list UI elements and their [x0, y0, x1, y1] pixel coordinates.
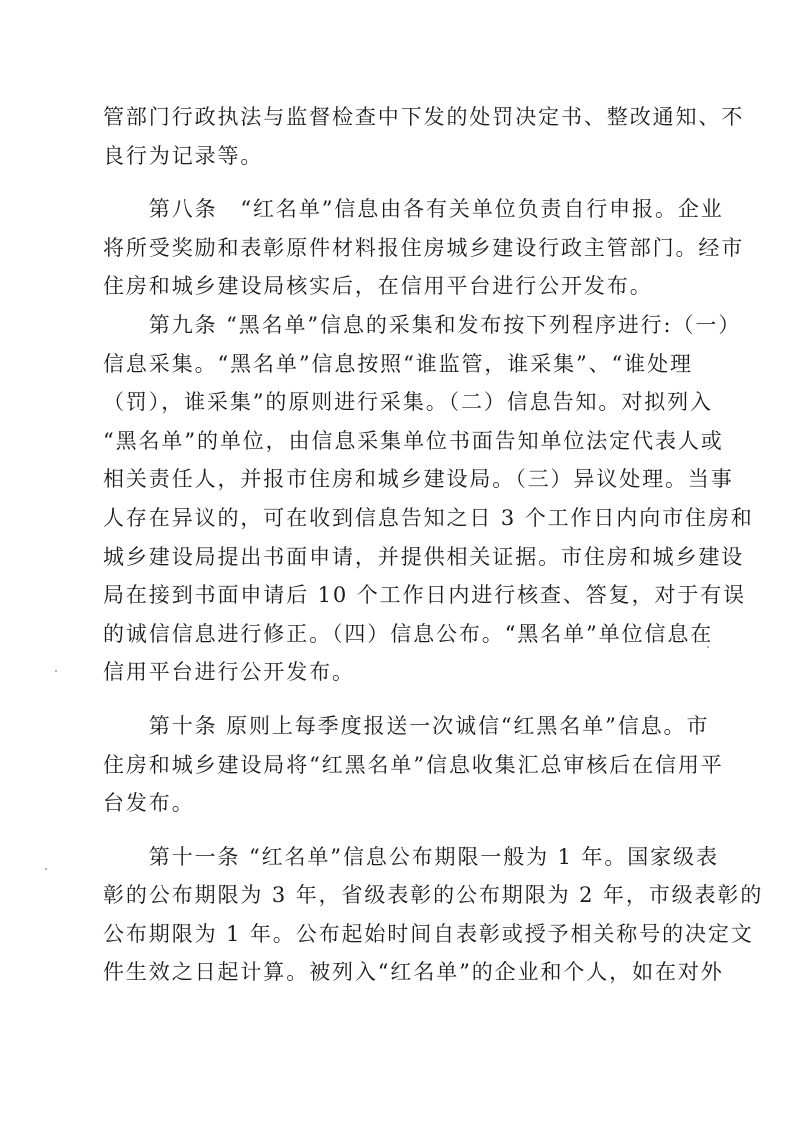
article-8-line: 第八条 “红名单”信息由各有关单位负责自行申报。企业	[103, 197, 724, 222]
text-line: 良行为记录等。	[103, 143, 264, 168]
text-line: 件生效之日起计算。被列入“红名单”的企业和个人，如在对外	[103, 960, 724, 985]
text-line: 人存在异议的，可在收到信息告知之日 3 个工作日内向市住房和	[103, 505, 754, 530]
text-line: 将所受奖励和表彰原件材料报住房城乡建设行政主管部门。经市	[103, 235, 745, 260]
text-line: 管部门行政执法与监督检查中下发的处罚决定书、整改通知、不	[103, 105, 745, 129]
text-line: 城乡建设局提出书面申请，并提供相关证据。市住房和城乡建设	[103, 544, 745, 569]
text-line: 台发布。	[103, 791, 195, 816]
scan-speck	[707, 646, 709, 648]
text-line: 信用平台进行公开发布。	[103, 660, 355, 685]
article-10-line: 第十条 原则上每季度报送一次诚信“红黑名单”信息。市	[103, 713, 710, 738]
paragraph-gap	[103, 175, 693, 190]
text-line: “黑名单”的单位，由信息采集单位书面告知单位法定代表人或	[103, 428, 724, 453]
paragraph-gap	[103, 692, 693, 707]
text-line: （罚），谁采集”的原则进行采集。（二）信息告知。对拟列入	[103, 390, 713, 415]
text-line: 公布期限为 1 年。公布起始时间自表彰或授予相关称号的决定文	[103, 921, 754, 946]
text-line: 住房和城乡建设局将“红黑名单”信息收集汇总审核后在信用平	[103, 752, 724, 777]
article-11-line: 第十一条 “红名单”信息公布期限一般为 1 年。国家级表	[103, 844, 719, 869]
text-line: 信息采集。“黑名单”信息按照“谁监管，谁采集”、“谁处理	[103, 351, 693, 376]
article-9-line: 第九条 “黑名单”信息的采集和发布按下列程序进行:（一）	[103, 312, 742, 337]
text-line: 的诚信信息进行修正。（四）信息公布。“黑名单”单位信息在	[103, 621, 714, 646]
paragraph-gap	[103, 823, 693, 838]
text-line: 彰的公布期限为 3 年，省级表彰的公布期限为 2 年，市级表彰的	[103, 883, 764, 908]
text-line: 相关责任人，并报市住房和城乡建设局。（三）异议处理。当事	[103, 467, 734, 492]
text-line: 住房和城乡建设局核实后，在信用平台进行公开发布。	[103, 274, 653, 299]
document-body	[103, 98, 764, 992]
scan-speck	[45, 868, 47, 870]
scan-speck	[55, 670, 57, 672]
text-line: 局在接到书面申请后 10 个工作日内进行核查、答复，对于有误	[103, 583, 747, 608]
